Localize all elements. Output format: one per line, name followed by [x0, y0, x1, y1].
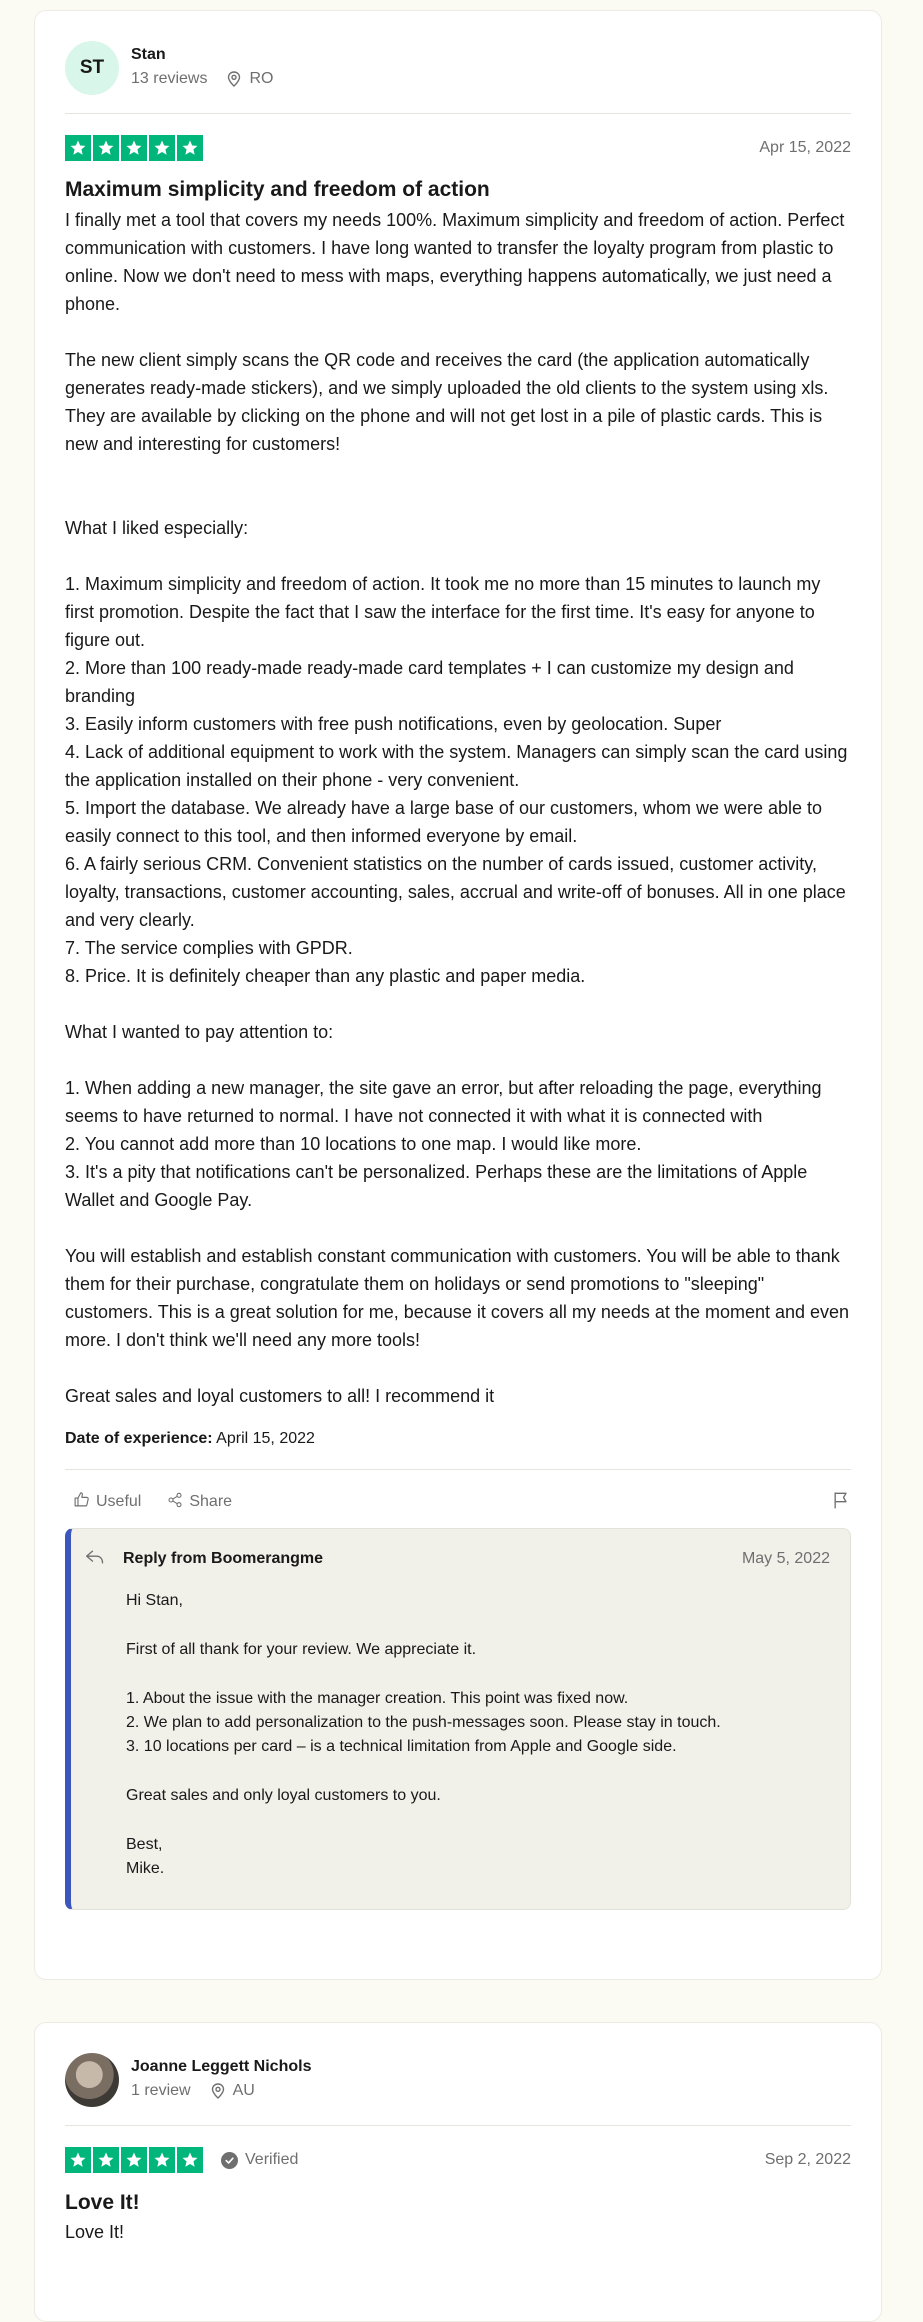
- experience-label: Date of experience:: [65, 1430, 213, 1447]
- star-icon: [93, 2147, 119, 2173]
- location-pin-icon: [227, 71, 241, 87]
- review-card: [34, 2022, 882, 2322]
- star-rating: [65, 135, 203, 161]
- review-body: [65, 206, 851, 1410]
- experience-date: April 15, 2022: [216, 1430, 315, 1447]
- reply-arrow-icon: [85, 1549, 105, 1570]
- star-icon: [93, 135, 119, 161]
- checkmark-icon: [221, 2152, 238, 2169]
- date-of-experience: [65, 1428, 851, 1450]
- reviewer-name[interactable]: Stan: [131, 46, 166, 63]
- company-reply: [65, 1528, 851, 1910]
- useful-button[interactable]: [73, 1491, 141, 1513]
- share-icon: [167, 1492, 183, 1513]
- share-button[interactable]: [167, 1492, 232, 1513]
- star-icon: [149, 135, 175, 161]
- star-icon: [177, 135, 203, 161]
- review-count: 1 review: [131, 2082, 191, 2099]
- rating-row: [65, 2146, 851, 2174]
- reviewer-header: [65, 2023, 851, 2107]
- divider: [65, 2125, 851, 2126]
- review-card: [34, 10, 882, 1980]
- avatar[interactable]: ST: [65, 41, 119, 95]
- reply-from: Reply from Boomerangme: [123, 1550, 324, 1567]
- reviewer-country: RO: [249, 70, 274, 87]
- verified-label: Verified: [245, 2151, 299, 2168]
- review-text: I finally met a tool that covers my needs 100%. Maximum simplicity and freedom of action. Perfect communication with customers. I have long wanted to transfer the loyalty program from plastic to online. Now we don't need to mess with maps, everything happens automatically, we just need a phone. The new client simply scans the QR code and receives the card (the application automatically generates ready-made stickers), and we simply uploaded the old clients to the system using xls. They are available by clicking on the phone and will not get lost in a pile of plastic cards. This is new and interesting for customers! What I liked especially: 1. Maximum simplicity and freedom of action. It took me no more than 15 minutes to launch my first promotion. Despite the fact that I saw the interface for the first time. It's easy for anyone to figure out. 2. More than 100 ready-made ready-made card templates + I can customize my design and branding 3. Easily inform customers with free push notifications, even by geolocation. Super 4. Lack of additional equipment to work with the system. Managers can simply scan the card using the application installed on their phone - very convenient. 5. Import the database. We already have a large base of our customers, whom we were able to easily connect to this tool, and then informed everyone by email. 6. A fairly serious CRM. Convenient statistics on the number of cards issued, customer activity, loyalty, transactions, customer accounting, sales, accrual and write-off of bonuses. All in one place and very clearly. 7. The service complies with GPDR. 8. Price. It is definitely cheaper than any plastic and paper media. What I wanted to pay attention to: 1. When adding a new manager, the site gave an error, but after reloading the page, everything seems to have returned to normal. I have not connected it with what it is connected with 2. You cannot add more than 10 locations to one map. I would like more. 3. It's a pity that notifications can't be personalized. Perhaps these are the limitations of Apple Wallet and Google Pay. You will establish and establish constant communication with customers. You will be able to thank them for their purchase, congratulate them on holidays or send promotions to "sleeping" customers. This is a great solution for me, because it covers all my needs at the moment and even more. I don't think we'll need any more tools! Great sales and loyal customers to all! I recommend it: [65, 210, 850, 1406]
- star-icon: [121, 2147, 147, 2173]
- star-icon: [149, 2147, 175, 2173]
- review-actions: [65, 1486, 851, 1518]
- star-rating: [65, 2147, 203, 2173]
- star-icon: [121, 135, 147, 161]
- reviewer-country: AU: [232, 2082, 255, 2099]
- review-title[interactable]: Love It!: [65, 2191, 140, 2214]
- review-date: Sep 2, 2022: [764, 2151, 851, 2168]
- rating-row: [65, 134, 851, 162]
- reply-text: Hi Stan, First of all thank for your review. We appreciate it. 1. About the issue with the manager creation. This point was fixed now. 2. We plan to add personalization to the push-messages soon. Please stay in touch. 3. 10 locations per card – is a technical limitation from Apple and Google side. Great sales and only loyal customers to you. Best, Mike.: [126, 1592, 721, 1878]
- star-icon: [65, 2147, 91, 2173]
- review-count: 13 reviews: [131, 70, 208, 87]
- useful-label: Useful: [96, 1493, 142, 1510]
- review-date: Apr 15, 2022: [759, 139, 851, 156]
- star-icon: [177, 2147, 203, 2173]
- star-icon: [65, 135, 91, 161]
- review-title[interactable]: Maximum simplicity and freedom of action: [65, 178, 490, 201]
- review-body: [65, 2218, 851, 2246]
- verified-badge[interactable]: [221, 2151, 298, 2169]
- location-pin-icon: [211, 2083, 225, 2099]
- review-text: Love It!: [65, 2222, 125, 2242]
- reviewer-name[interactable]: Joanne Leggett Nichols: [131, 2058, 312, 2075]
- avatar[interactable]: [65, 2053, 119, 2107]
- reply-date: May 5, 2022: [741, 1550, 830, 1567]
- share-label: Share: [189, 1493, 233, 1510]
- reviewer-header: [65, 11, 851, 95]
- thumbs-up-icon: [73, 1491, 90, 1513]
- divider: [65, 1469, 851, 1470]
- flag-icon[interactable]: [831, 1490, 851, 1515]
- divider: [65, 113, 851, 114]
